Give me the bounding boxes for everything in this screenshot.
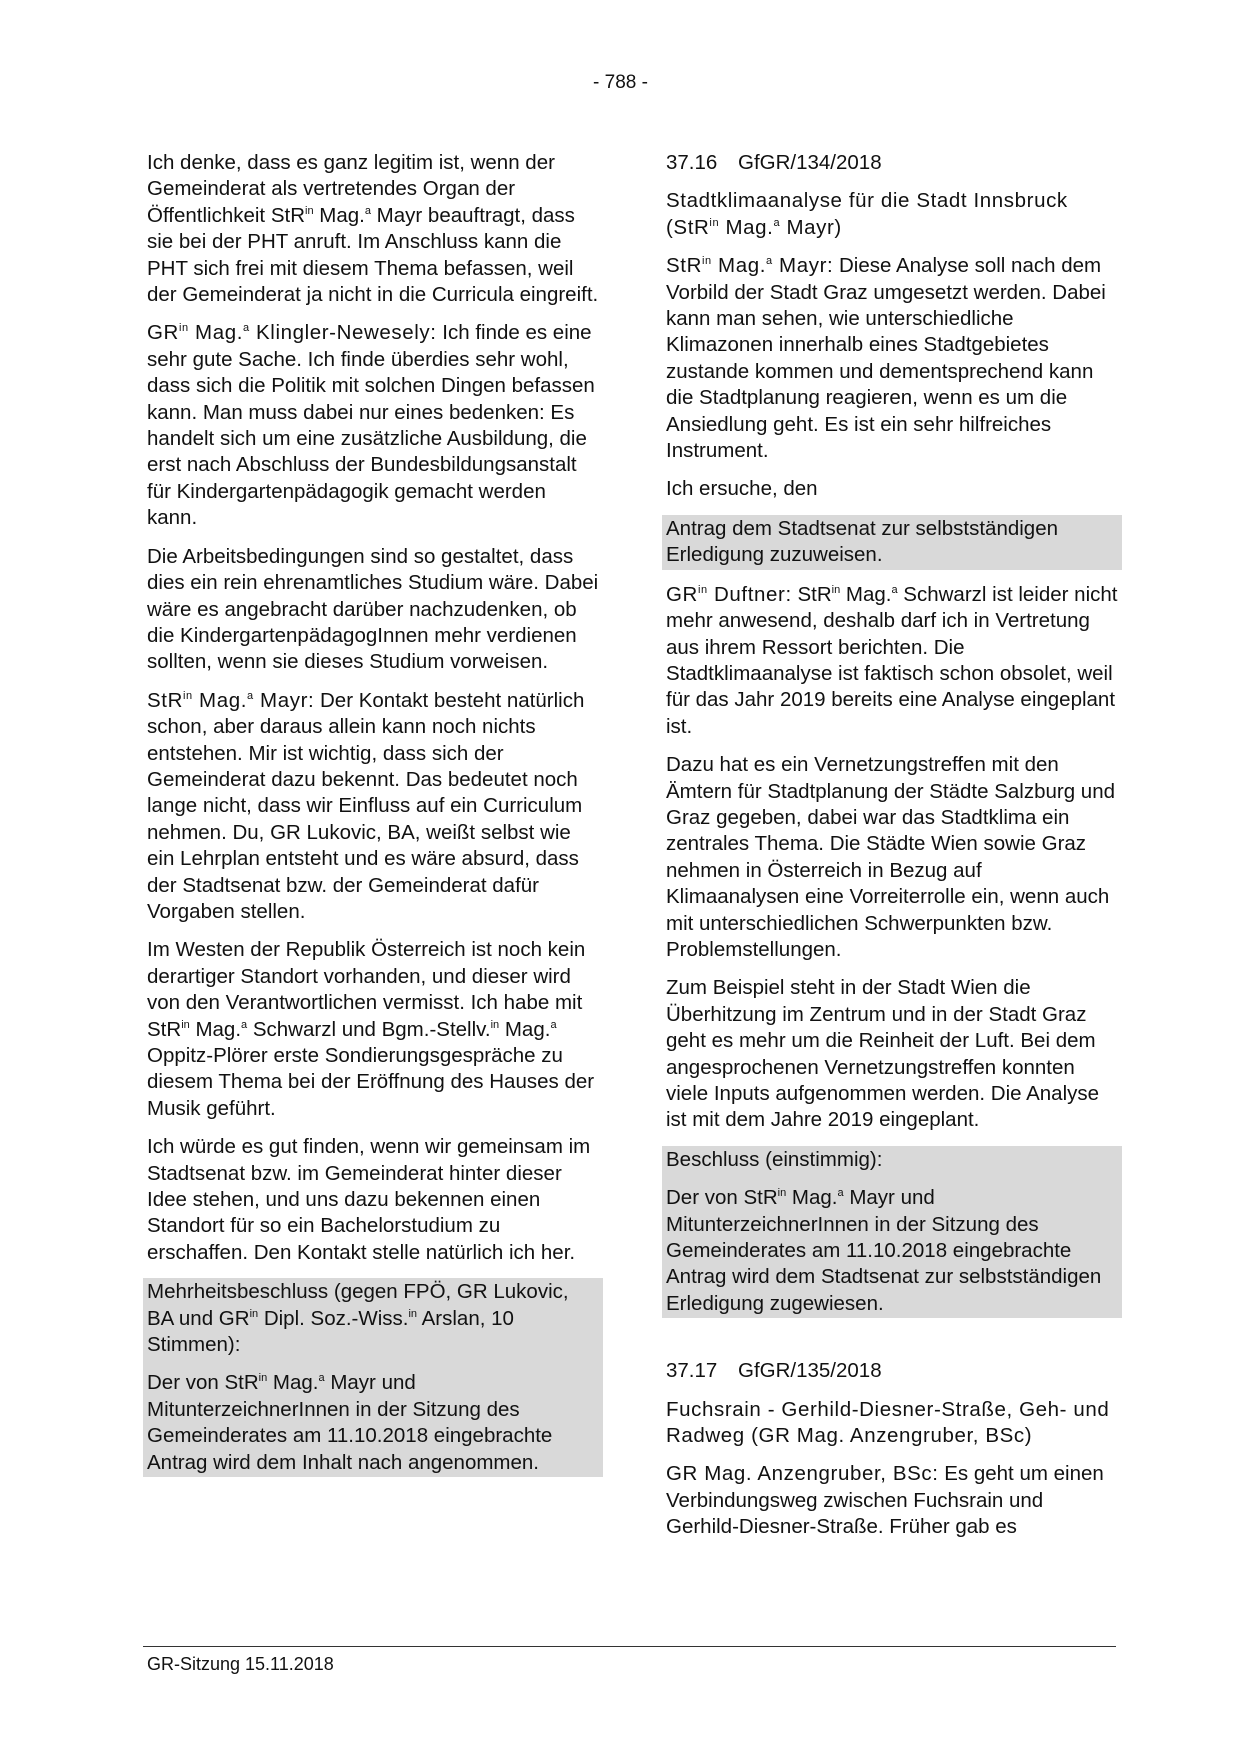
paragraph: StR$^{in}$ Mag.$^a$ Mayr: Der Kontakt besteht natürlich schon, aber daraus allein kann noch nichts entstehen. Mir ist wichtig, dass sich der Gemeinderat dazu bekennt. Das bedeutet noch lange nicht, dass wir Einfluss auf ein Curriculum nehmen. Du, GR Lukovic, BA, weißt selbst wie ein Lehrplan entsteht und es wäre absurd, dass der Stadtsenat bzw. der Gemeinderat dafür Vorgaben stellen. <box>147 688 585 923</box>
decision-label: Beschluss (einstimmig): <box>666 1147 883 1171</box>
paragraph: Im Westen der Republik Österreich ist noch kein derartiger Standort vorhanden, und dieser wird von den Verantwortlichen vermisst. Ich habe mit StR$^{in}$ Mag.$^a$ Schwarzl und Bgm.-Stellv.$^{in}$ Mag.$^a$ Oppitz-Plörer erste Sondierungsgespräche zu diesem Thema bei der Eröffnung des Hauses der Musik geführt. <box>147 938 595 1120</box>
paragraph: $GR^{in}$ Duftner: StR$^{in}$ Mag.$^a$ Schwarzl ist leider nicht mehr anwesend, deshalb darf ich in Vertretung aus ihrem Ressort berichten. Die Stadtklimaanalyse ist faktisch schon obsolet, weil für das Jahr 2019 bereits eine Analyse eingeplant ist. <box>666 582 1118 738</box>
request-text: Antrag dem Stadtsenat zur selbstständigen Erledigung zuzuweisen. <box>666 516 1059 567</box>
paragraph: Ich ersuche, den <box>666 477 818 501</box>
speaker-name: $GR^{in}$ Mag.$^a$ Klingler-Newesely: <box>147 321 437 345</box>
spacer <box>666 1318 1118 1358</box>
agenda-item-heading: 37.17 GfGR/135/2018 <box>666 1359 882 1383</box>
footer-divider <box>143 1646 1116 1647</box>
speaker-name: StR$^{in}$ Mag.$^a$ Mayr: <box>666 254 834 278</box>
agenda-item-title: Stadtklimaanalyse für die Stadt Innsbruck (StR$^{in}$ Mag.$^a$ Mayr) <box>666 189 1068 239</box>
paragraph: StR$^{in}$ Mag.$^a$ Mayr: Diese Analyse soll nach dem Vorbild der Stadt Graz umgesetzt werden. Dabei kann man sehen, wie unterschiedliche Klimazonen innerhalb eines Stadtgebietes zustande kommen und dementsprechend kann die Stadtplanung reagieren, wenn es um die Ansiedlung geht. Es ist ein sehr hilfreiches Instrument. <box>666 254 1106 463</box>
speaker-name: GR Mag. Anzengruber, BSc: <box>666 1462 939 1486</box>
decision-text: Der von StR$^{in}$ Mag.$^a$ Mayr und MitunterzeichnerInnen in der Sitzung des Gemeinderates am 11.10.2018 eingebrachte Antrag wird dem Inhalt nach angenommen. <box>147 1371 553 1474</box>
right-column <box>666 150 1118 1553</box>
speaker-name: $GR^{in}$ Duftner: <box>666 582 792 606</box>
left-column <box>147 150 599 1477</box>
speaker-name: StR$^{in}$ Mag.$^a$ Mayr: <box>147 688 315 712</box>
paragraph: GR Mag. Anzengruber, BSc: Es geht um einen Verbindungsweg zwischen Fuchsrain und Gerhild-Diesner-Straße. Früher gab es <box>666 1462 1104 1539</box>
paragraph: Ich würde es gut finden, wenn wir gemeinsam im Stadtsenat bzw. im Gemeinderat hinter dieser Idee stehen, und uns dazu bekennen einen Standort für so ein Bachelorstudium zu erschaffen. Den Kontakt stelle natürlich ich her. <box>147 1135 591 1264</box>
paragraph: Dazu hat es ein Vernetzungstreffen mit den Ämtern für Stadtplanung der Städte Salzburg und Graz gegeben, dabei war das Stadtklima ein zentrales Thema. Die Städte Wien sowie Graz nehmen in Österreich in Bezug auf Klimaanalysen eine Vorreiterrolle ein, wenn auch mit unterschiedlichen Schwerpunkten bzw. Problemstellungen. <box>666 753 1116 961</box>
request-block <box>662 515 1122 570</box>
page-number: - 788 - <box>593 72 648 93</box>
agenda-item-heading: 37.16 GfGR/134/2018 <box>666 151 882 174</box>
paragraph: Zum Beispiel steht in der Stadt Wien die Überhitzung im Zentrum und in der Stadt Graz geht es mehr um die Reinheit der Luft. Bei dem angesprochenen Vernetzungstreffen konnten viele Inputs aufgenommen werden. Die Analyse ist mit dem Jahre 2019 eingeplant. <box>666 976 1100 1132</box>
agenda-item-title: Fuchsrain - Gerhild-Diesner-Straße, Geh- und Radweg (GR Mag. Anzengruber, BSc) <box>666 1397 1110 1448</box>
paragraph: Die Arbeitsbedingungen sind so gestaltet, dass dies ein rein ehrenamtliches Studium wäre. Dabei wäre es angebracht darüber nachzudenken, ob die KindergartenpädagogInnen mehr verdienen sollten, wenn sie dieses Studium vorweisen. <box>147 544 599 674</box>
decision-block <box>662 1146 1122 1318</box>
decision-label: Mehrheitsbeschluss (gegen FPÖ, GR Lukovic, BA und $GR^{in}$ Dipl. Soz.-Wiss.$^{in}$ Arslan, 10 Stimmen): <box>147 1280 569 1357</box>
paragraph: $GR^{in}$ Mag.$^a$ Klingler-Newesely: Ich finde es eine sehr gute Sache. Ich finde überdies sehr wohl, dass sich die Politik mit solchen Dingen befassen kann. Man muss dabei nur eines bedenken: Es handelt sich um eine zusätzliche Ausbildung, die erst nach Abschluss der Bundesbildungsanstalt für Kindergartenpädagogik gemacht werden kann. <box>147 321 595 530</box>
decision-block <box>143 1278 603 1477</box>
paragraph: Ich denke, dass es ganz legitim ist, wenn der Gemeinderat als vertretendes Organ der Öffentlichkeit StR$^{in}$ Mag.$^a$ Mayr beauftragt, dass sie bei der PHT anruft. Im Anschluss kann die PHT sich frei mit diesem Thema befassen, weil der Gemeinderat ja nicht in die Curricula eingreift. <box>147 151 599 307</box>
footer-text: GR-Sitzung 15.11.2018 <box>147 1654 334 1674</box>
decision-text: Der von StR$^{in}$ Mag.$^a$ Mayr und MitunterzeichnerInnen in der Sitzung des Gemeinderates am 11.10.2018 eingebrachte Antrag wird dem Stadtsenat zur selbstständigen Erledigung zugewiesen. <box>666 1186 1102 1315</box>
